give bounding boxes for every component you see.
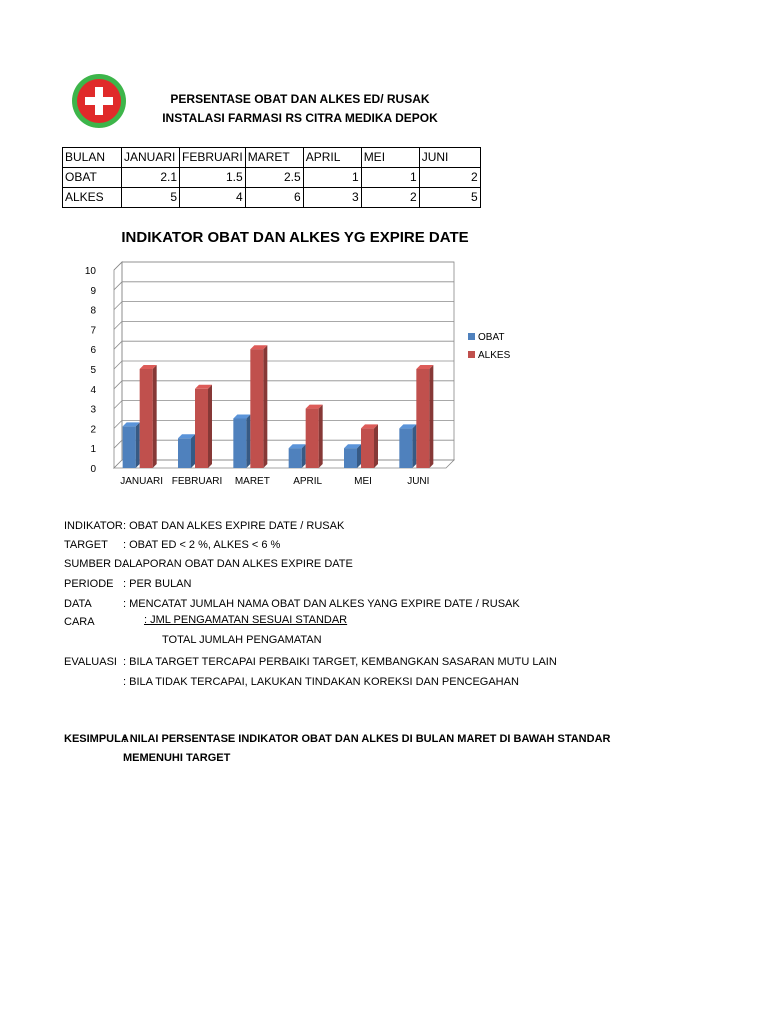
gridline bbox=[114, 381, 454, 389]
sumber-label: SUMBER DA bbox=[64, 558, 130, 570]
table-cell: 1 bbox=[361, 168, 419, 188]
table-cell: 5 bbox=[122, 188, 180, 208]
table-header-cell: APRIL bbox=[303, 148, 361, 168]
table-header-cell: MEI bbox=[361, 148, 419, 168]
table-cell: 2.1 bbox=[122, 168, 180, 188]
red-cross-logo-icon bbox=[71, 73, 127, 129]
bar-obat bbox=[233, 419, 246, 469]
x-tick-label: JANUARI bbox=[120, 476, 164, 487]
gridline bbox=[114, 321, 454, 329]
bar-side bbox=[374, 424, 378, 468]
evaluasi-line-1: : BILA TARGET TERCAPAI PERBAIKI TARGET, KEMBANGKAN SASARAN MUTU LAIN bbox=[123, 656, 557, 668]
cara-numerator: : JML PENGAMATAN SESUAI STANDAR bbox=[144, 614, 348, 626]
table-row bbox=[63, 188, 481, 208]
sumber-value: : LAPORAN OBAT DAN ALKES EXPIRE DATE bbox=[123, 558, 353, 570]
bar-obat bbox=[344, 448, 357, 468]
bar-alkes bbox=[361, 428, 374, 468]
y-tick-label: 6 bbox=[90, 345, 96, 357]
data-value: : MENCATAT JUMLAH NAMA OBAT DAN ALKES YANG EXPIRE DATE / RUSAK bbox=[123, 598, 520, 610]
bar-obat bbox=[289, 448, 302, 468]
bar-alkes bbox=[416, 369, 429, 468]
bar-side bbox=[302, 444, 306, 468]
table-cell: 1 bbox=[303, 168, 361, 188]
bar-side bbox=[191, 434, 195, 468]
table-cell: 2.5 bbox=[245, 168, 303, 188]
document-title: PERSENTASE OBAT DAN ALKES ED/ RUSAK bbox=[170, 92, 430, 106]
bar-side bbox=[429, 365, 433, 468]
table-row bbox=[63, 168, 481, 188]
x-tick-label: APRIL bbox=[293, 476, 323, 487]
table-cell: 1.5 bbox=[180, 168, 246, 188]
x-tick-label: FEBRUARI bbox=[171, 476, 223, 487]
periode-label: PERIODE bbox=[64, 578, 114, 590]
row-label: OBAT bbox=[63, 168, 122, 188]
y-tick-label: 1 bbox=[90, 444, 96, 456]
y-tick-label: 9 bbox=[90, 285, 96, 297]
y-tick-label: 5 bbox=[90, 365, 96, 376]
table-header-cell: FEBRUARI bbox=[180, 148, 246, 168]
table-header-cell: MARET bbox=[245, 148, 303, 168]
document-subtitle: INSTALASI FARMASI RS CITRA MEDIKA DEPOK bbox=[162, 111, 438, 125]
gridline bbox=[114, 262, 454, 270]
bar-side bbox=[263, 345, 267, 468]
cara-denominator: TOTAL JUMLAH PENGAMATAN bbox=[162, 634, 322, 646]
evaluasi-line-2: : BILA TIDAK TERCAPAI, LAKUKAN TINDAKAN KOREKSI DAN PENCEGAHAN bbox=[123, 676, 519, 688]
table-header-cell: BULAN bbox=[63, 148, 122, 168]
x-tick-label: MEI bbox=[354, 476, 372, 487]
y-tick-label: 2 bbox=[90, 424, 96, 436]
bar-alkes bbox=[140, 369, 153, 468]
legend-swatch bbox=[468, 351, 475, 358]
table-cell: 3 bbox=[303, 188, 361, 208]
y-tick-label: 8 bbox=[90, 305, 96, 317]
kesimpulan-line-2: MEMENUHI TARGET bbox=[123, 752, 231, 764]
row-label: ALKES bbox=[63, 188, 122, 208]
bar-obat bbox=[178, 438, 191, 468]
evaluasi-label: EVALUASI bbox=[64, 656, 117, 668]
bar-side bbox=[246, 415, 250, 469]
gridline bbox=[114, 361, 454, 369]
legend-label: ALKES bbox=[478, 350, 511, 361]
data-table bbox=[62, 147, 481, 208]
cara-label: CARA bbox=[64, 616, 95, 628]
y-tick-label: 0 bbox=[90, 464, 96, 475]
bar-obat bbox=[123, 426, 136, 468]
table-header-row bbox=[63, 148, 481, 168]
y-tick-label: 3 bbox=[90, 404, 96, 416]
table-cell: 2 bbox=[419, 168, 480, 188]
chart-title: INDIKATOR OBAT DAN ALKES YG EXPIRE DATE bbox=[121, 229, 469, 246]
kesimpulan-line-1: : NILAI PERSENTASE INDIKATOR OBAT DAN ALKES DI BULAN MARET DI BAWAH STANDAR bbox=[123, 733, 611, 745]
bar-chart bbox=[60, 255, 560, 495]
bar-alkes bbox=[250, 349, 263, 468]
target-value: : OBAT ED < 2 %, ALKES < 6 % bbox=[123, 539, 281, 551]
y-tick-label: 4 bbox=[90, 384, 96, 396]
table-cell: 5 bbox=[419, 188, 480, 208]
x-tick-label: MARET bbox=[234, 476, 270, 487]
data-label: DATA bbox=[64, 598, 92, 610]
periode-value: : PER BULAN bbox=[123, 578, 192, 590]
y-tick-label: 10 bbox=[84, 266, 96, 277]
gridline bbox=[114, 341, 454, 349]
x-tick-label: JUNI bbox=[407, 476, 430, 487]
bar-side bbox=[357, 444, 361, 468]
table-cell: 4 bbox=[180, 188, 246, 208]
indikator-value: : OBAT DAN ALKES EXPIRE DATE / RUSAK bbox=[123, 520, 345, 532]
gridline bbox=[114, 302, 454, 310]
table-header-cell: JUNI bbox=[419, 148, 480, 168]
y-tick-label: 7 bbox=[90, 325, 96, 337]
gridline bbox=[114, 282, 454, 290]
table-cell: 2 bbox=[361, 188, 419, 208]
legend-label: OBAT bbox=[478, 332, 505, 343]
bar-side bbox=[136, 422, 140, 468]
target-label: TARGET bbox=[64, 539, 108, 551]
table-header-cell: JANUARI bbox=[122, 148, 180, 168]
legend-swatch bbox=[468, 333, 475, 340]
bar-obat bbox=[399, 428, 412, 468]
bar-side bbox=[412, 424, 416, 468]
gridline bbox=[114, 401, 454, 409]
bar-alkes bbox=[306, 409, 319, 468]
bar-side bbox=[319, 405, 323, 468]
kesimpulan-label: KESIMPULA bbox=[64, 733, 129, 745]
indikator-label: INDIKATOR bbox=[64, 520, 123, 532]
bar-alkes bbox=[195, 389, 208, 468]
bar-side bbox=[208, 385, 212, 468]
bar-side bbox=[153, 365, 157, 468]
table-cell: 6 bbox=[245, 188, 303, 208]
